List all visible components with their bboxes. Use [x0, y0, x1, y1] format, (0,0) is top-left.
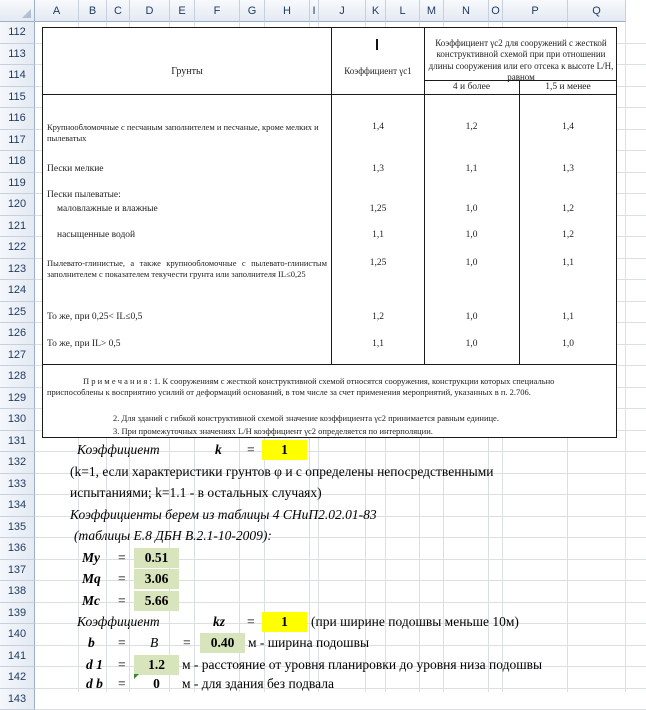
- k-note-line2[interactable]: испытаниями; k=1.1 - в остальных случаях): [70, 483, 322, 503]
- row-header-114[interactable]: 114: [0, 65, 35, 87]
- mc-equals[interactable]: =: [118, 591, 126, 611]
- c2a-row-1: 1,2: [424, 122, 519, 134]
- row-header-136[interactable]: 136: [0, 538, 35, 560]
- column-header-k[interactable]: K: [366, 0, 386, 22]
- row-header-143[interactable]: 143: [0, 689, 35, 710]
- row-header-125[interactable]: 125: [0, 302, 35, 324]
- c2a-row-8: 1,0: [424, 339, 519, 351]
- row-header-115[interactable]: 115: [0, 87, 35, 109]
- header-15-less: 1,5 и менее: [520, 82, 616, 94]
- note-3: 3. При промежуточных значениях L/H коэффициент γc2 определяется по интерполяции.: [113, 426, 613, 437]
- row-header-121[interactable]: 121: [0, 216, 35, 238]
- c1-row-6: 1,25: [332, 258, 424, 270]
- c2b-row-2: 1,3: [520, 164, 616, 176]
- column-header-i[interactable]: I: [310, 0, 319, 22]
- kz-symbol[interactable]: kz: [213, 612, 225, 632]
- row-header-137[interactable]: 137: [0, 560, 35, 582]
- column-header-q[interactable]: Q: [568, 0, 626, 22]
- column-header-p[interactable]: P: [503, 0, 568, 22]
- row-header-122[interactable]: 122: [0, 237, 35, 259]
- row-header-119[interactable]: 119: [0, 173, 35, 195]
- embedded-table-image[interactable]: [42, 27, 617, 438]
- c2b-row-7: 1,1: [520, 312, 616, 324]
- row-header-118[interactable]: 118: [0, 151, 35, 173]
- row-header-142[interactable]: 142: [0, 667, 35, 689]
- c2a-row-4: 1,0: [424, 204, 519, 216]
- row-header-129[interactable]: 129: [0, 388, 35, 410]
- row-header-128[interactable]: 128: [0, 366, 35, 388]
- row-header-135[interactable]: 135: [0, 517, 35, 539]
- row-header-133[interactable]: 133: [0, 474, 35, 496]
- row-header-124[interactable]: 124: [0, 280, 35, 302]
- kz-value-cell[interactable]: 1: [262, 612, 307, 632]
- b-value-cell[interactable]: 0.40: [200, 633, 245, 653]
- c2b-row-6: 1,1: [520, 258, 616, 270]
- c2b-row-4: 1,2: [520, 204, 616, 216]
- c2b-row-5: 1,2: [520, 230, 616, 242]
- header-coef-c2: Коэффициент γc2 для сооружений с жесткой конструктивной схемой при при отношении длины сооружения или его отсека к высоте L/H, равном: [427, 38, 615, 83]
- row-header-141[interactable]: 141: [0, 646, 35, 668]
- column-header-m[interactable]: M: [420, 0, 444, 22]
- d1-value-cell[interactable]: 1.2: [134, 655, 179, 675]
- k-label[interactable]: Коэффициент: [77, 440, 160, 460]
- note-2: 2. Для зданий с гибкой конструктивной схемой значение коэффициента γc2 принимается равным единице.: [113, 413, 613, 424]
- select-all-corner[interactable]: [0, 0, 35, 22]
- row-header-120[interactable]: 120: [0, 194, 35, 216]
- kz-label[interactable]: Коэффициент: [77, 612, 160, 632]
- soil-row-3: Пески пылеватые:: [47, 190, 121, 202]
- b-note[interactable]: м - ширина подошвы: [248, 633, 369, 653]
- row-header-138[interactable]: 138: [0, 581, 35, 603]
- db-note[interactable]: м - для здания без подвала: [182, 674, 334, 694]
- column-header-o[interactable]: O: [489, 0, 503, 22]
- c2a-row-5: 1,0: [424, 230, 519, 242]
- column-header-f[interactable]: F: [195, 0, 240, 22]
- column-header-d[interactable]: D: [130, 0, 170, 22]
- c1-row-4: 1,25: [332, 204, 424, 216]
- row-header-123[interactable]: 123: [0, 259, 35, 281]
- row-header-113[interactable]: 113: [0, 44, 35, 66]
- row-header-126[interactable]: 126: [0, 323, 35, 345]
- k-symbol[interactable]: k: [215, 440, 222, 460]
- c2a-row-7: 1,0: [424, 312, 519, 324]
- my-value-cell[interactable]: 0.51: [134, 548, 179, 568]
- b-symbol[interactable]: b: [88, 633, 95, 653]
- c2b-row-8: 1,0: [520, 339, 616, 351]
- error-indicator-icon: [134, 674, 139, 679]
- c1-row-7: 1,2: [332, 312, 424, 324]
- c1-row-2: 1,3: [332, 164, 424, 176]
- c2b-row-1: 1,4: [520, 122, 616, 134]
- d1-symbol[interactable]: d 1: [86, 655, 103, 675]
- c1-row-5: 1,1: [332, 230, 424, 242]
- row-header-131[interactable]: 131: [0, 431, 35, 453]
- b-equals-2[interactable]: =: [183, 633, 191, 653]
- soil-row-7: То же, при 0,25< IL≤0,5: [47, 312, 142, 324]
- d1-equals[interactable]: =: [118, 655, 126, 675]
- soil-row-8: То же, при IL> 0,5: [47, 339, 121, 351]
- row-header-116[interactable]: 116: [0, 108, 35, 130]
- header-soil: Грунты: [43, 66, 331, 79]
- my-equals[interactable]: =: [118, 548, 126, 568]
- k-equals[interactable]: =: [247, 440, 255, 460]
- soil-row-1: Крупнообломочные с песчаным заполнителем и песчаные, кроме мелких и пылеватых: [47, 122, 327, 143]
- c1-row-8: 1,1: [332, 339, 424, 351]
- c2a-row-2: 1,1: [424, 164, 519, 176]
- b-equals[interactable]: =: [118, 633, 126, 653]
- header-coef-c1: Коэффициент γc1: [332, 66, 424, 77]
- header-4-more: 4 и более: [424, 82, 519, 94]
- row-header-140[interactable]: 140: [0, 624, 35, 646]
- d1-note[interactable]: м - расстояние от уровня планировки до уровня низа подошвы: [182, 655, 542, 675]
- column-header-n[interactable]: N: [444, 0, 489, 22]
- soil-row-6: Пылевато-глинистые, а также крупнообломочные с пылевато-глинистым заполнителем с показателем текучести грунта или заполнителя IL≤0,25: [47, 258, 327, 279]
- row-header-117[interactable]: 117: [0, 130, 35, 152]
- column-header-g[interactable]: G: [240, 0, 265, 22]
- note-1: П р и м е ч а н и я : 1. К сооружениям с жесткой конструктивной схемой относятся сооружения, конструкции которых специально приспособлены к восприятию усилий от деформаций оснований, в том числе за счет применения мероприятий, указанных в п. 2.706.: [47, 376, 613, 397]
- column-header-b[interactable]: B: [79, 0, 107, 22]
- source-line2[interactable]: (таблицы Е.8 ДБН В.2.1-10-2009):: [74, 526, 272, 546]
- c2a-row-6: 1,0: [424, 258, 519, 270]
- column-header-j[interactable]: J: [319, 0, 366, 22]
- column-header-a[interactable]: A: [35, 0, 79, 22]
- k-value-cell[interactable]: 1: [262, 440, 307, 460]
- mq-value-cell[interactable]: 3.06: [134, 569, 179, 589]
- db-equals[interactable]: =: [118, 674, 126, 694]
- row-header-132[interactable]: 132: [0, 452, 35, 474]
- row-header-130[interactable]: 130: [0, 409, 35, 431]
- kz-equals[interactable]: =: [247, 612, 255, 632]
- row-header-134[interactable]: 134: [0, 495, 35, 517]
- db-value-cell[interactable]: 0: [134, 674, 179, 694]
- column-header-h[interactable]: H: [265, 0, 310, 22]
- k-note-line1[interactable]: (k=1, если характеристики грунтов φ и с определены непосредственными: [70, 462, 494, 482]
- mq-symbol[interactable]: Mq: [82, 569, 101, 589]
- kz-note[interactable]: (при ширине подошвы меньше 10м): [311, 612, 519, 632]
- mq-equals[interactable]: =: [118, 569, 126, 589]
- column-header-e[interactable]: E: [170, 0, 195, 22]
- column-header-c[interactable]: C: [107, 0, 130, 22]
- mc-symbol[interactable]: Mc: [82, 591, 100, 611]
- db-symbol[interactable]: d b: [86, 674, 103, 694]
- my-symbol[interactable]: Mу: [82, 548, 100, 568]
- c1-row-1: 1,4: [332, 122, 424, 134]
- row-header-139[interactable]: 139: [0, 603, 35, 625]
- soil-row-5: насыщенные водой: [57, 230, 135, 242]
- row-header-112[interactable]: 112: [0, 22, 35, 44]
- column-header-l[interactable]: L: [386, 0, 420, 22]
- mc-value-cell[interactable]: 5.66: [134, 591, 179, 611]
- b-reference[interactable]: B: [150, 633, 158, 653]
- soil-row-4: маловлажные и влажные: [57, 204, 158, 216]
- row-header-127[interactable]: 127: [0, 345, 35, 367]
- soil-row-2: Пески мелкие: [47, 164, 104, 176]
- source-line1[interactable]: Коэффициенты берем из таблицы 4 СНиП2.02.01-83: [70, 505, 377, 525]
